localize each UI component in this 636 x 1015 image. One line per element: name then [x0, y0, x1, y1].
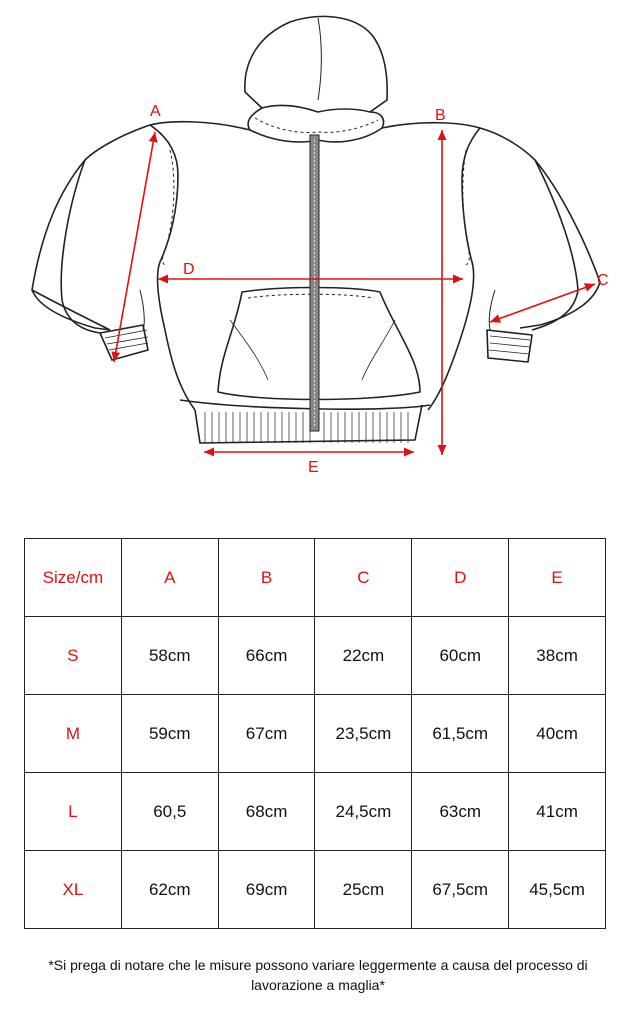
value-cell: 60,5 — [121, 773, 218, 851]
value-cell: 62cm — [121, 851, 218, 929]
knitting-disclaimer-note — [20, 955, 616, 995]
label-b: B — [435, 107, 446, 124]
value-cell: 67,5cm — [412, 851, 509, 929]
label-e: E — [308, 459, 319, 476]
value-cell: 45,5cm — [509, 851, 606, 929]
header-size: Size/cm — [25, 539, 122, 617]
size-chart-table — [24, 538, 606, 929]
hoodie-measurement-diagram — [0, 0, 636, 500]
measurement-arrows — [114, 130, 595, 455]
arrow-a — [114, 132, 155, 362]
note-line-2: lavorazione a maglia* — [251, 977, 385, 993]
table-row — [25, 773, 606, 851]
header-d: D — [412, 539, 509, 617]
value-cell: 68cm — [218, 773, 315, 851]
value-cell: 67cm — [218, 695, 315, 773]
table-row — [25, 851, 606, 929]
size-cell: L — [25, 773, 122, 851]
value-cell: 25cm — [315, 851, 412, 929]
label-c: C — [597, 272, 609, 289]
value-cell: 40cm — [509, 695, 606, 773]
hoodie-icon — [32, 16, 600, 443]
table-row — [25, 617, 606, 695]
size-cell: S — [25, 617, 122, 695]
arrow-c — [490, 284, 595, 322]
value-cell: 63cm — [412, 773, 509, 851]
header-a: A — [121, 539, 218, 617]
value-cell: 24,5cm — [315, 773, 412, 851]
value-cell: 22cm — [315, 617, 412, 695]
value-cell: 59cm — [121, 695, 218, 773]
header-c: C — [315, 539, 412, 617]
value-cell: 58cm — [121, 617, 218, 695]
table-row — [25, 695, 606, 773]
value-cell: 61,5cm — [412, 695, 509, 773]
value-cell: 69cm — [218, 851, 315, 929]
value-cell: 60cm — [412, 617, 509, 695]
value-cell: 66cm — [218, 617, 315, 695]
label-a: A — [150, 103, 161, 120]
note-line-1: *Si prega di notare che le misure possono variare leggermente a causa del processo di — [48, 957, 588, 973]
label-d: D — [183, 261, 195, 278]
header-b: B — [218, 539, 315, 617]
value-cell: 23,5cm — [315, 695, 412, 773]
value-cell: 38cm — [509, 617, 606, 695]
size-cell: M — [25, 695, 122, 773]
size-cell: XL — [25, 851, 122, 929]
table-header-row — [25, 539, 606, 617]
header-e: E — [509, 539, 606, 617]
value-cell: 41cm — [509, 773, 606, 851]
